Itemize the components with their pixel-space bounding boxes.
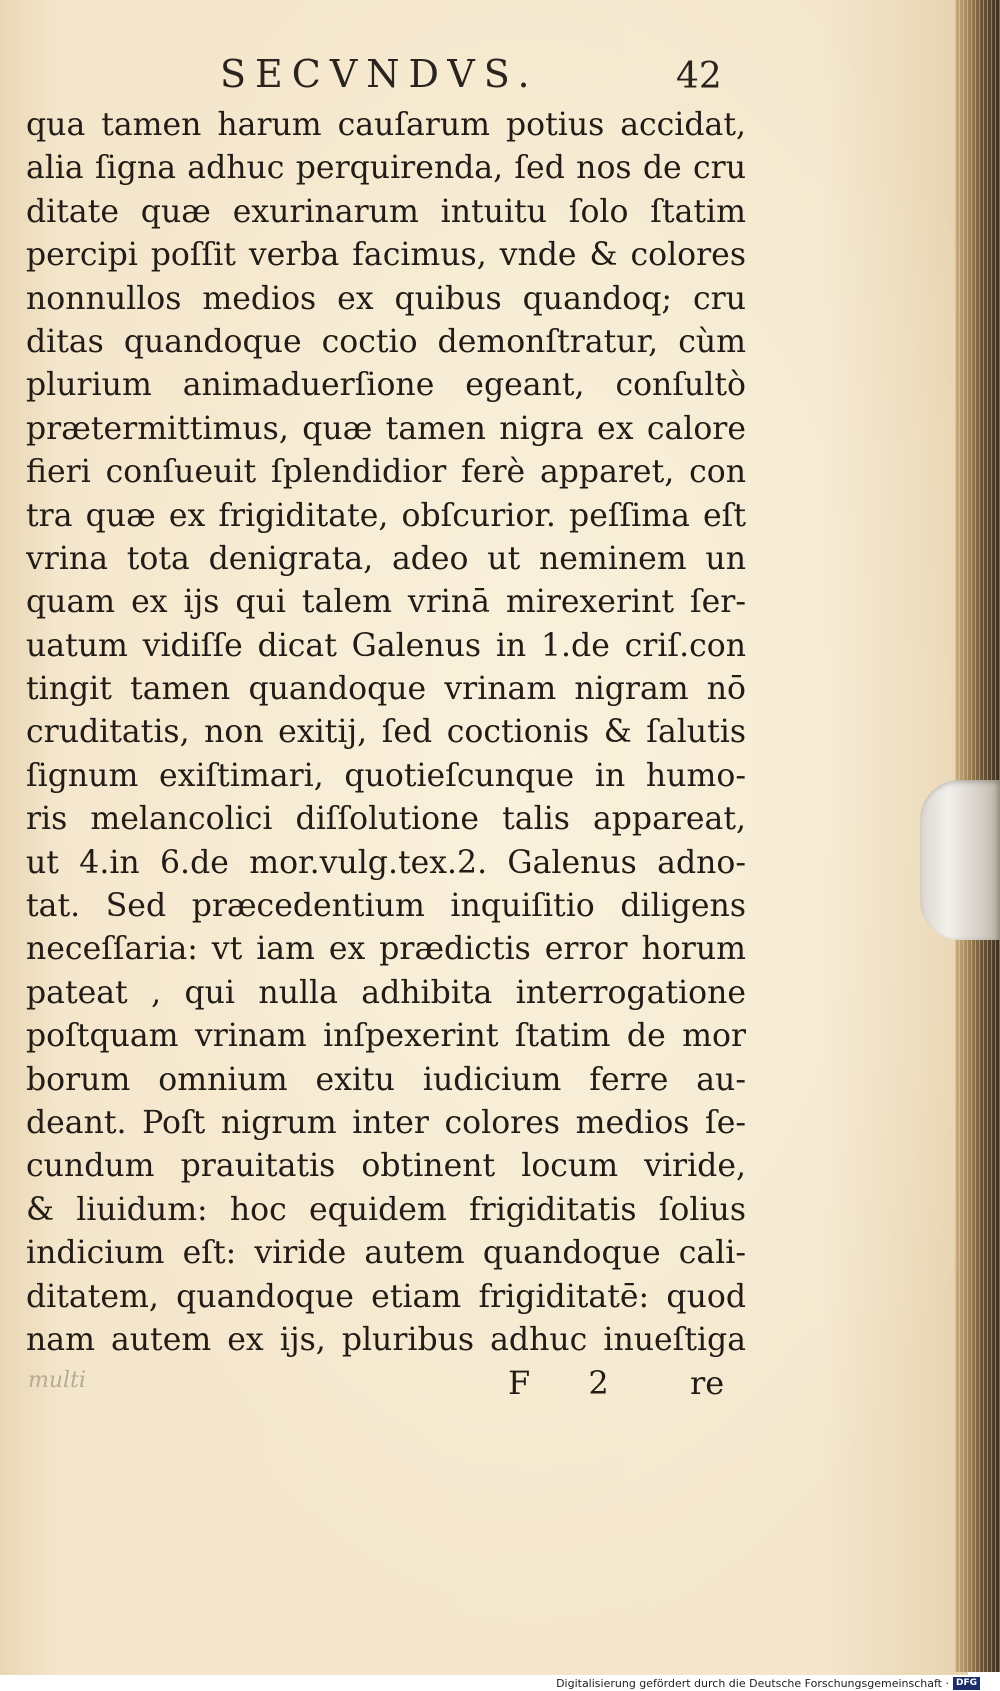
- text-line: tat. Sed præcedentium inquiſitio diligens: [26, 888, 746, 925]
- text-line: ditate quæ exurinarum intuitu ſolo ſtatim: [26, 193, 746, 230]
- text-line: ditatem, quandoque etiam frigiditatē: quod: [26, 1278, 746, 1315]
- text-line: ris melancolici diſſolutione talis appareat,: [26, 801, 746, 838]
- text-line: cruditatis, non exitij, ſed coctionis & ſalutis: [26, 714, 746, 751]
- dfg-logo: DFG: [953, 1677, 980, 1690]
- page-number: 42: [676, 56, 722, 97]
- catchword: re: [690, 1364, 725, 1402]
- text-line: nonnullos medios ex quibus quandoq; cru: [26, 280, 746, 317]
- text-line: pateat , qui nulla adhibita interrogatione: [26, 974, 746, 1011]
- text-line: deant. Poſt nigrum inter colores medios ſe-: [26, 1104, 746, 1141]
- text-line: borum omnium exitu iudicium ferre au-: [26, 1061, 746, 1098]
- text-line: tingit tamen quandoque vrinam nigram nō: [26, 671, 746, 708]
- text-line: plurium animaduerſione egeant, conſultò: [26, 367, 746, 404]
- running-head: [0, 52, 968, 102]
- text-line: cundum prauitatis obtinent locum viride,: [26, 1148, 746, 1185]
- signature-mark: F 2: [508, 1364, 633, 1402]
- text-line: fieri conſueuit ſplendidior ferè apparet, con: [26, 454, 746, 491]
- digitization-credit: [556, 1675, 980, 1691]
- running-title: SECVNDVS.: [220, 52, 539, 96]
- text-line: ditas quandoque coctio demonſtratur, cùm: [26, 323, 746, 360]
- text-line: ut 4.in 6.de mor.vulg.tex.2. Galenus adno-: [26, 844, 746, 881]
- page-footer: [0, 1364, 968, 1410]
- text-line: neceſſaria: vt iam ex prædictis error horum: [26, 931, 746, 968]
- text-line: uatum vidiſſe dicat Galenus in 1.de criſ.con: [26, 627, 746, 664]
- text-line: nam autem ex ijs, pluribus adhuc inueſtiga: [26, 1321, 746, 1358]
- text-line: prætermittimus, quæ tamen nigra ex calore: [26, 410, 746, 447]
- text-line: alia ſigna adhuc perquirenda, ſed nos de cru: [26, 150, 746, 187]
- body-text: [26, 104, 746, 1362]
- text-line: qua tamen harum cauſarum potius accidat,: [26, 107, 746, 143]
- text-line: poſtquam vrinam inſpexerint ſtatim de mor: [26, 1018, 746, 1055]
- text-line: percipi poſſit verba facimus, vnde & colores: [26, 237, 746, 274]
- text-line: vrina tota denigrata, adeo ut neminem un: [26, 540, 746, 577]
- text-line: tra quæ ex frigiditate, obſcurior. peſſima eſt: [26, 497, 746, 534]
- text-line: quam ex ijs qui talem vrinā mirexerint ſer-: [26, 584, 746, 621]
- bleed-through-text: multi: [28, 1368, 86, 1393]
- page-clip: [920, 780, 1000, 940]
- credit-text: Digitalisierung gefördert durch die Deutsche Forschungsgemeinschaft ·: [556, 1676, 949, 1690]
- text-line: ſignum exiſtimari, quotieſcunque in humo-: [26, 757, 746, 794]
- text-line: indicium eſt: viride autem quandoque cali-: [26, 1235, 746, 1272]
- text-line: & liuidum: hoc equidem frigiditatis ſolius: [26, 1191, 746, 1228]
